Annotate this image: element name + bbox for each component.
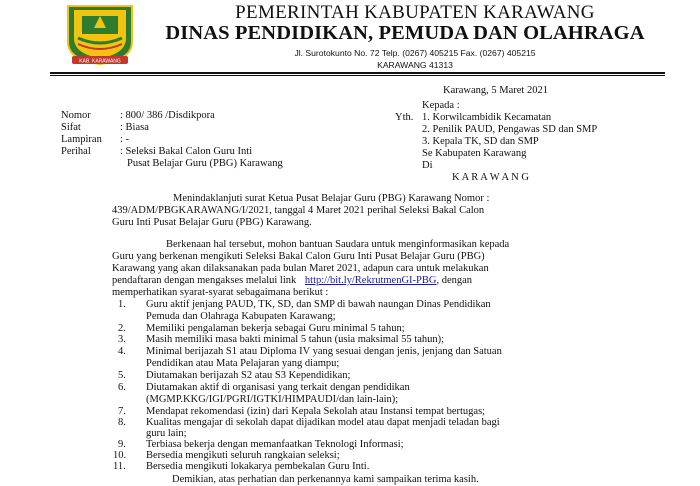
letterhead-divider	[50, 72, 665, 74]
registration-link[interactable]: http://bit.ly/RekrutmenGI-PBG	[304, 275, 437, 286]
req-num: 9.	[118, 439, 126, 450]
meta-label: Sifat	[61, 122, 81, 133]
req-num: 1.	[118, 299, 126, 310]
meta-label: Lampiran	[61, 134, 102, 145]
body-text: , dengan	[436, 275, 473, 286]
req-num: 4.	[118, 346, 126, 357]
recipient-line: Se Kabupaten Karawang	[422, 148, 527, 159]
body-line: 439/ADM/PBGKARAWANG/I/2021, tanggal 4 Maret 2021 perihal Seleksi Bakal Calon	[112, 205, 485, 216]
req-line: (MGMP.KKG/IGI/PGRI/IGTKI/HIMPAUDI/dan lain-lain);	[146, 394, 399, 405]
req-line: Terbiasa bekerja dengan memanfaatkan Teknologi Informasi;	[146, 439, 404, 450]
req-line: Kualitas mengajar di sekolah dapat dijadikan model atau dapat menjadi teladan bagi	[146, 417, 500, 428]
meta-value: : 800/ 386 /Disdikpora	[120, 110, 215, 121]
body-text: pendaftaran dengan mengakses melalui link	[112, 275, 297, 286]
recipient-line: 2. Penilik PAUD, Pengawas SD dan SMP	[422, 124, 598, 135]
req-line: Masih memiliki masa bakti minimal 5 tahun (usia maksimal 55 tahun);	[146, 334, 445, 345]
letterhead-agency: DINAS PENDIDIKAN, PEMUDA DAN OLAHRAGA	[165, 22, 645, 44]
meta-value: : -	[120, 134, 130, 145]
req-line: guru lain;	[146, 428, 187, 439]
perihal-continuation: Pusat Belajar Guru (PBG) Karawang	[127, 158, 283, 169]
recipient-line: Di	[422, 160, 433, 171]
req-num: 11.	[113, 461, 126, 472]
body-line-with-link	[112, 275, 472, 287]
recipient-line: 1. Korwilcambidik Kecamatan	[422, 112, 552, 123]
recipient-line: 3. Kepala TK, SD dan SMP	[422, 136, 539, 147]
recipient-city: K A R A W A N G	[452, 172, 529, 183]
regency-logo-icon	[60, 4, 140, 66]
req-line: Bersedia mengikuti seluruh rangkaian seleksi;	[146, 450, 340, 461]
req-num: 2.	[118, 323, 126, 334]
req-line: Mendapat rekomendasi (izin) dari Kepala Sekolah atau Instansi tempat bertugas;	[146, 406, 486, 417]
req-line: Guru aktif jenjang PAUD, TK, SD, dan SMP di bawah naungan Dinas Pendidikan	[146, 299, 491, 310]
logo-caption: KAB. KARAWANG	[79, 58, 121, 65]
meta-value: : Biasa	[120, 122, 149, 133]
meta-label: Perihal	[61, 146, 91, 157]
letterhead-divider-thin	[50, 75, 665, 76]
req-num: 8.	[118, 417, 126, 428]
req-line: Pemuda dan Olahraga Kabupaten Karawang;	[146, 311, 336, 322]
meta-label: Nomor	[61, 110, 91, 121]
letterhead-government: PEMERINTAH KABUPATEN KARAWANG	[235, 2, 595, 23]
req-line: Diutamakan berijazah S2 atau S3 Kependidikan;	[146, 370, 351, 381]
req-num: 6.	[118, 382, 126, 393]
body-line: Guru Inti Pusat Belajar Guru (PBG) Karawang.	[112, 217, 312, 228]
closing-line: Demikian, atas perhatian dan perkenannya kami sampaikan terima kasih.	[172, 474, 479, 485]
body-line: memperhatikan syarat-syarat sebagaimana berikut :	[112, 287, 329, 298]
req-num: 10.	[113, 450, 127, 461]
body-line: Berkenaan hal tersebut, mohon bantuan Saudara untuk menginformasikan kepada	[166, 239, 510, 250]
letterhead-postal: KARAWANG 41313	[377, 60, 453, 70]
letterhead-address: Jl. Surotokunto No. 72 Telp. (0267) 405215 Fax. (0267) 405215	[294, 48, 536, 58]
body-line: Guru yang berkenan mengikuti Seleksi Bakal Calon Guru Inti Pusat Belajar Guru (PBG)	[112, 251, 485, 262]
body-line: Karawang yang akan dilaksanakan pada bulan Maret 2021, adapun cara untuk melakukan	[112, 263, 489, 274]
req-line: Diutamakan aktif di organisasi yang terkait dengan pendidikan	[146, 382, 410, 393]
req-line: Memiliki pengalaman bekerja sebagai Guru minimal 5 tahun;	[146, 323, 405, 334]
req-line: Bersedia mengikuti lokakarya pembekalan Guru Inti.	[146, 461, 370, 472]
body-line: Menindaklanjuti surat Ketua Pusat Belajar Guru (PBG) Karawang Nomor :	[173, 193, 490, 204]
req-num: 7.	[118, 406, 126, 417]
req-num: 3.	[118, 334, 126, 345]
req-num: 5.	[118, 370, 126, 381]
recipient-yth: Yth.	[395, 112, 414, 123]
req-line: Pendidikan atau Mata Pelajaran yang diampu;	[146, 358, 340, 369]
recipient-kepada: Kepada :	[422, 100, 460, 111]
req-line: Minimal berijazah S1 atau Diploma IV yang sesuai dengan jenis, jenjang dan Satuan	[146, 346, 502, 357]
letter-date: Karawang, 5 Maret 2021	[443, 85, 548, 96]
meta-value: : Seleksi Bakal Calon Guru Inti	[120, 146, 253, 157]
